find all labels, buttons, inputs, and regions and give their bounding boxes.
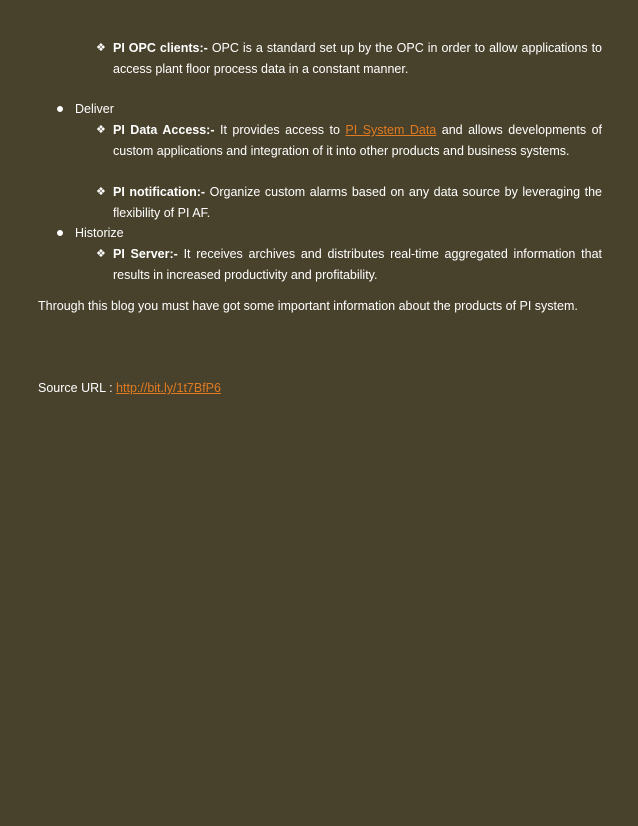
source-line [38,378,602,399]
sub-item-opc-clients [96,38,602,79]
bullet-item-deliver [57,99,114,119]
bullet-label: Historize [75,226,124,240]
source-url-link[interactable]: http://bit.ly/1t7BfP6 [116,381,221,395]
bullet-label: Deliver [75,102,114,116]
sub-item-text [113,120,602,161]
diamond-bullet-icon: ❖ [96,248,106,260]
round-bullet-icon [57,106,63,112]
pi-system-data-link[interactable]: PI System Data [345,123,437,137]
sub-item-body: It receives archives and distributes real-time aggregated information that results in increased productivity and profitability. [113,247,602,282]
sub-item-body: Organize custom alarms based on any data source by leveraging the flexibility of PI AF. [113,185,603,220]
sub-item-server [96,244,602,285]
bullet-item-historize [57,223,124,243]
diamond-bullet-icon: ❖ [96,42,106,54]
diamond-bullet-icon: ❖ [96,124,106,136]
sub-item-notification [96,182,602,223]
sub-item-title: PI Server:- [113,247,178,261]
round-bullet-icon [57,230,63,236]
conclusion-paragraph: Through this blog you must have got some important information about the products of PI system. [38,299,578,313]
source-label: Source URL : [38,381,117,395]
sub-item-title: PI OPC clients:- [113,41,208,55]
diamond-bullet-icon: ❖ [96,186,106,198]
sub-item-text [113,182,602,223]
sub-item-title: PI Data Access:- [113,123,215,137]
sub-item-text [113,38,602,79]
sub-item-text [113,244,602,285]
sub-item-body: OPC is a standard set up by the OPC in order to allow applications to access plant floor process data in a constant manner. [113,41,602,76]
sub-item-body: It provides access to [214,123,346,137]
sub-item-title: PI notification:- [113,185,206,199]
sub-item-data-access [96,120,602,161]
sub-item-body: and allows developments of custom applications and integration of it into other products and business systems. [113,123,603,158]
